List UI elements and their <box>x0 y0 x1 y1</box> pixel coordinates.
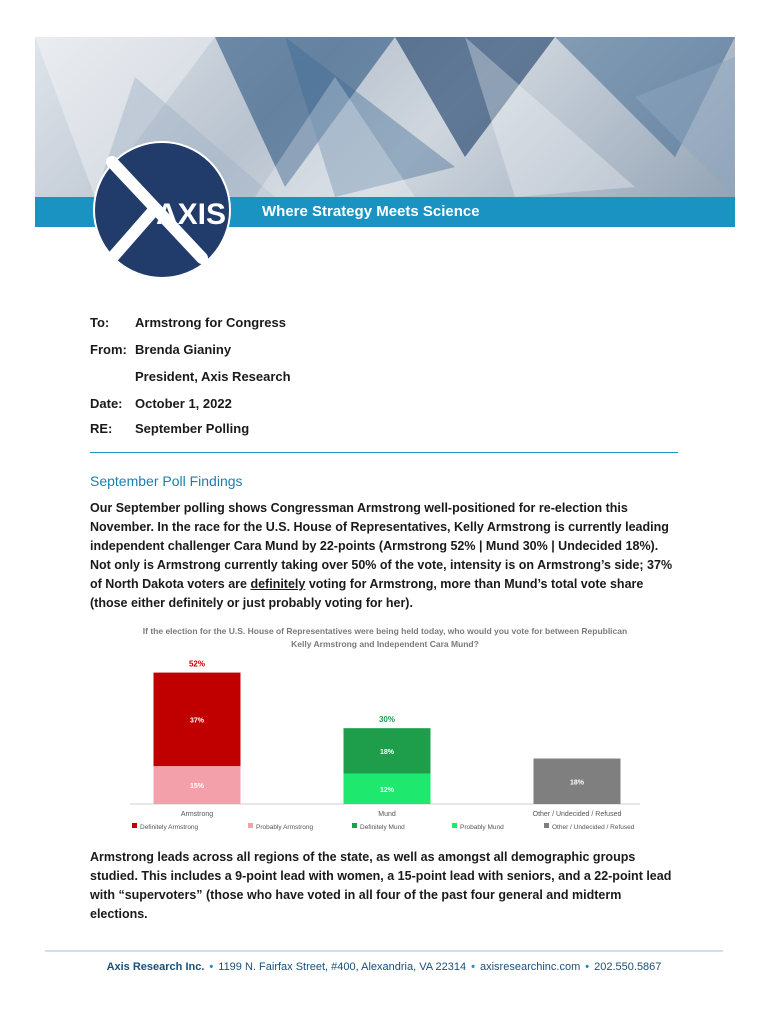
footer <box>45 961 723 973</box>
memo-to-label: To: <box>90 315 110 330</box>
section-title: September Poll Findings <box>90 473 243 489</box>
legend-label: Definitely Mund <box>360 824 405 831</box>
findings-paragraph <box>90 499 680 613</box>
chart-category-label: Armstrong <box>180 811 214 818</box>
footer-separator: • <box>585 961 590 973</box>
chart-data-label: 18% <box>569 779 585 787</box>
memo-to-value: Armstrong for Congress <box>135 315 286 330</box>
paragraph-text-end: voting for Armstrong, more than Mund’s total vote share (those either definitely or just probably voting for her). <box>90 577 644 610</box>
tagline: Where Strategy Meets Science <box>262 203 480 220</box>
memo-from-value: Brenda Gianiny <box>135 342 232 357</box>
legend-swatch <box>452 823 457 828</box>
chart-category-label: Other / Undecided / Refused <box>532 811 622 818</box>
chart-total-label: 52% <box>188 659 206 669</box>
memo-re-value: September Polling <box>135 421 250 436</box>
chart-total-label: 30% <box>378 715 396 725</box>
legend-label: Definitely Armstrong <box>140 824 199 831</box>
chart-data-label: 15% <box>189 783 205 791</box>
legend-swatch <box>248 823 253 828</box>
chart-data-label: 37% <box>189 717 205 725</box>
chart-title: If the election for the U.S. House of Representatives were being held today, who would you vote for between Republican Kelly Armstrong and Independent Cara Mund? <box>142 626 628 649</box>
footer-company: Axis Research Inc. <box>106 961 205 973</box>
legend-swatch <box>352 823 357 828</box>
memo-date-value: October 1, 2022 <box>135 396 232 411</box>
axis-logo <box>92 140 232 280</box>
footer-separator: • <box>209 961 214 973</box>
paragraph-text: Our September polling shows Congressman Armstrong well-positioned for re-election this November. In the race for the U.S. House of Representatives, Kelly Armstrong is currently leading independent challenger Cara Mund by 22-points (Armstrong 52% | Mund 30% | Undecided 18%). Not only is Armstrong currently taking over 50% of the vote, intensity is on Armstrong’s side; 37% of North Dakota voters are <box>90 501 673 591</box>
regions-paragraph: Armstrong leads across all regions of the state, as well as amongst all demographic groups studied. This includes a 9-point lead with women, a 15-point lead with seniors, and a 22-point lead with “supervoters” (those who have voted in all four of the past four general and midterm elections. <box>90 850 672 921</box>
memo-divider <box>90 452 678 453</box>
paragraph-emphasis: definitely <box>250 577 306 591</box>
footer-divider <box>45 950 723 952</box>
legend-label: Probably Mund <box>460 824 504 831</box>
footer-address: 1199 N. Fairfax Street, #400, Alexandria, VA 22314 <box>218 961 467 973</box>
vote-intention-chart <box>120 652 660 837</box>
legend-swatch <box>544 823 549 828</box>
footer-phone: 202.550.5867 <box>594 961 662 973</box>
footer-separator: • <box>471 961 475 973</box>
chart-data-label: 18% <box>379 748 395 756</box>
legend-label: Probably Armstrong <box>256 824 314 831</box>
legend-swatch <box>132 823 137 828</box>
memo-date-label: Date: <box>90 396 123 411</box>
logo-text: AXIS <box>156 198 227 231</box>
chart-category-label: Mund <box>378 811 396 818</box>
memo-from-title: President, Axis Research <box>135 369 291 384</box>
footer-website[interactable]: axisresearchinc.com <box>480 961 581 973</box>
memo-from-label: From: <box>90 342 127 357</box>
chart-data-label: 12% <box>379 786 395 794</box>
legend-label: Other / Undecided / Refused <box>552 824 635 831</box>
memo-re-label: RE: <box>90 421 113 436</box>
